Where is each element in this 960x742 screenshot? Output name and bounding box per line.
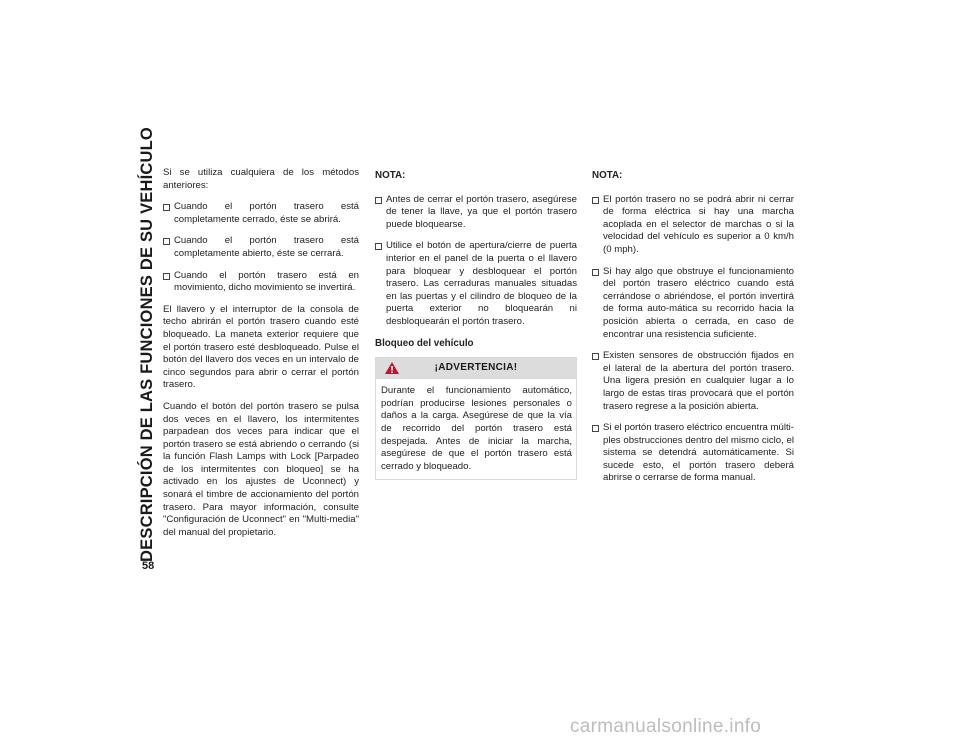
- note-list: [592, 194, 794, 485]
- list-item: Cuando el portón trasero está en movimiento, dicho movimiento se invertirá.: [163, 270, 359, 295]
- warning-title: ¡ADVERTENCIA!: [434, 362, 518, 374]
- subheading: Bloqueo del vehículo: [375, 337, 474, 349]
- page-number: 58: [142, 560, 155, 572]
- note-label: NOTA:: [592, 170, 623, 181]
- section-title: DESCRIPCIÓN DE LAS FUNCIONES DE SU VEHÍCULO: [137, 126, 156, 562]
- checkbox-bullet-icon: [375, 243, 382, 250]
- bullet-list: [163, 201, 359, 295]
- list-item: El portón trasero no se podrá abrir ni cerrar de forma eléctrica si hay una marcha acoplada en el selector de marchas o si la velocidad del vehículo es superior a 0 km/h (0 mph).: [592, 194, 794, 257]
- checkbox-bullet-icon: [592, 425, 599, 432]
- warning-box: [375, 357, 577, 480]
- warning-triangle-icon: [384, 361, 400, 375]
- warning-header: [376, 358, 576, 379]
- checkbox-bullet-icon: [163, 238, 170, 245]
- list-item: Existen sensores de obstrucción fijados en el lateral de la abertura del portón trasero. Una ligera presión en cualquier lugar a lo largo de estas tiras provocará que el portón trasero regrese a la posición abierta.: [592, 350, 794, 413]
- checkbox-bullet-icon: [592, 197, 599, 204]
- checkbox-bullet-icon: [163, 204, 170, 211]
- list-item: Si hay algo que obstruye el funcionamiento del portón trasero eléctrico cuando está cerrándose o abriéndose, el portón invertirá de forma auto-mática su recorrido hacia la posición abierta o cerrada, en caso de encontrar una resistencia suficiente.: [592, 266, 794, 342]
- list-item: Utilice el botón de apertura/cierre de puerta interior en el panel de la puerta o el llavero para bloquear y desbloquear el portón trasero. Las cerraduras manuales situadas en las puertas y el cilindro de bloqueo de la puerta exterior no bloquearán ni desbloquearán el portón trasero.: [375, 240, 577, 328]
- checkbox-bullet-icon: [592, 269, 599, 276]
- checkbox-bullet-icon: [375, 197, 382, 204]
- column-3: [592, 170, 794, 494]
- note-label: NOTA:: [375, 170, 406, 181]
- warning-body: Durante el funcionamiento automático, podrían producirse lesiones personales o daños a la carga. Asegúrese de que la vía de recorrido del portón trasero está despejada. Antes de iniciar la marcha, asegúrese de que el portón trasero está cerrado y bloqueado.: [381, 385, 572, 472]
- watermark: carmanualsonline.info: [570, 716, 762, 737]
- list-item: Si el portón trasero eléctrico encuentra múlti-ples obstrucciones dentro del mismo ciclo, el sistema se detendrá automáticamente. Si sucede esto, el portón trasero deberá abrirse o cerrarse de forma manual.: [592, 422, 794, 485]
- column-2: [375, 170, 577, 480]
- list-item: Antes de cerrar el portón trasero, asegúrese de tener la llave, ya que el portón trasero puede bloquearse.: [375, 194, 577, 232]
- checkbox-bullet-icon: [163, 273, 170, 280]
- checkbox-bullet-icon: [592, 353, 599, 360]
- note-list: [375, 194, 577, 329]
- list-item: Cuando el portón trasero está completamente abierto, éste se cerrará.: [163, 235, 359, 260]
- column-1: [163, 167, 359, 548]
- paragraph: Cuando el botón del portón trasero se pulsa dos veces en el llavero, los intermitentes parpadean dos veces para indicar que el portón trasero se está abriendo o cerrando (si la función Flash Lamps with Lock [Parpadeo de los intermitentes con bloqueo] se ha activado en los ajustes de Uconnect) y sonará el timbre de accionamiento del portón trasero. Para mayor información, consulte "Configuración de Uconnect" en "Multi-media" del manual del propietario.: [163, 400, 359, 538]
- list-item: Cuando el portón trasero está completamente cerrado, éste se abrirá.: [163, 201, 359, 226]
- paragraph: El llavero y el interruptor de la consola de techo abrirán el portón trasero cuando esté bloqueado. La maneta exterior requiere que el portón trasero esté desbloqueado. Pulse el botón del llavero dos veces en un intervalo de cinco segundos para abrir o cerrar el portón trasero.: [163, 303, 359, 391]
- intro-text: Si se utiliza cualquiera de los métodos anteriores:: [163, 167, 359, 191]
